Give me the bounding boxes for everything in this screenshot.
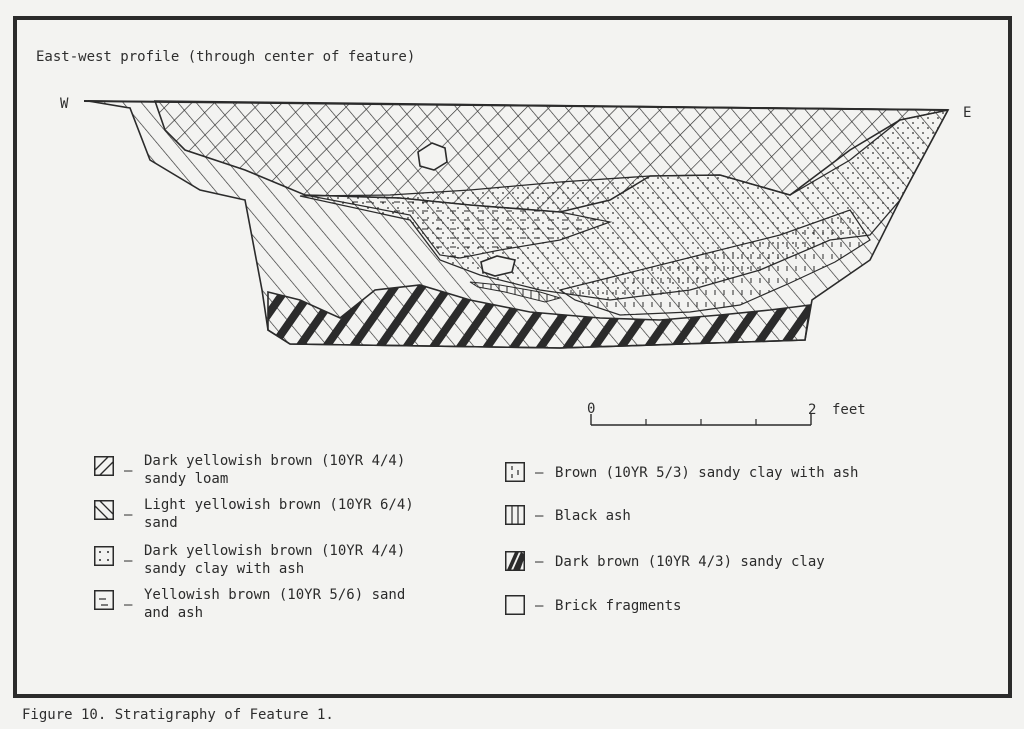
legend-swatch-blank (505, 595, 525, 615)
legend-swatch-dashes (94, 590, 114, 610)
scale-start-label: 0 (587, 401, 596, 417)
legend-swatch-thick-diag (505, 551, 525, 571)
scale-unit-label: feet (832, 402, 866, 418)
east-label: E (963, 105, 972, 121)
figure-caption: Figure 10. Stratigraphy of Feature 1. (22, 707, 334, 723)
scale-bar (591, 414, 811, 425)
west-label: W (60, 96, 69, 112)
scale-end-label: 2 (808, 402, 817, 418)
profile-title: East-west profile (through center of feature) (36, 49, 416, 65)
legend-swatch-vdash (505, 462, 525, 482)
legend-swatch-vlines (505, 505, 525, 525)
legend-swatch-diag-left (94, 500, 114, 520)
legend-swatch-dots (94, 546, 114, 566)
legend-swatch-diag-right (94, 456, 114, 476)
